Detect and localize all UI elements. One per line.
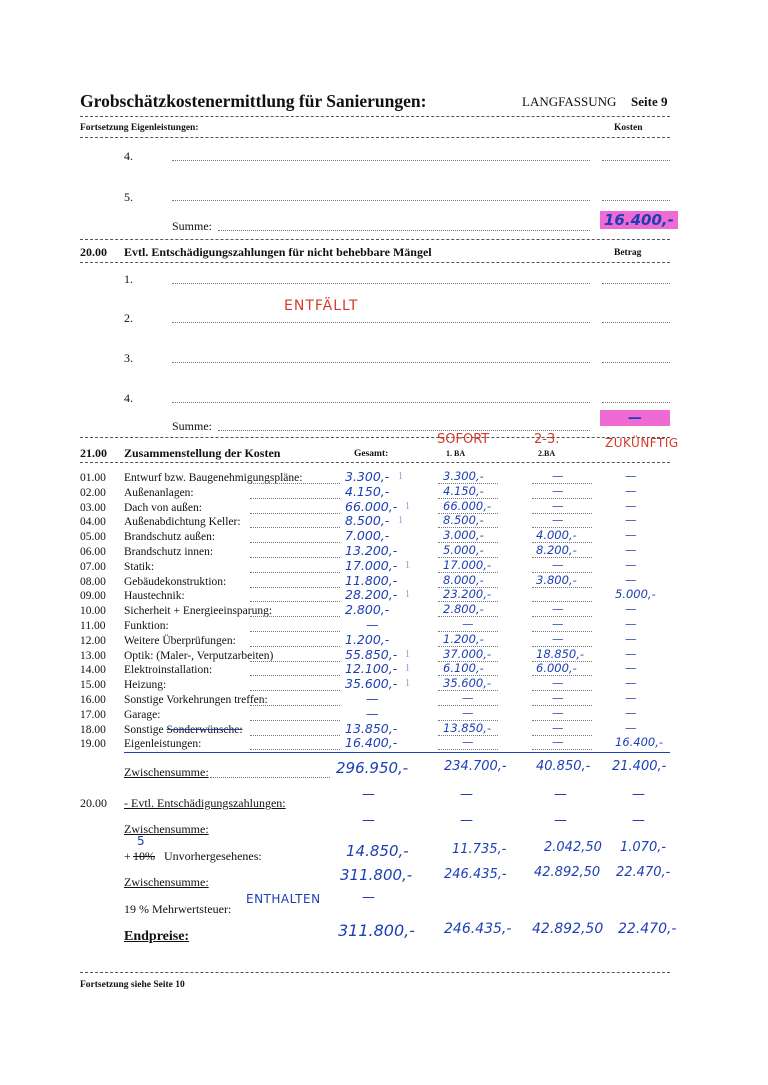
zs1-future: 21.400,- (612, 759, 667, 774)
row-code: 19.00 (80, 738, 106, 750)
rule (80, 262, 670, 263)
row-future: — (625, 484, 637, 498)
row-check: 1 (405, 649, 410, 660)
zs2-future: — (632, 813, 645, 828)
zs2-1ba: — (460, 813, 473, 828)
eigenleistung-underline (124, 752, 670, 753)
row-2ba: — (552, 484, 564, 498)
row-1ba: 66.000,- (443, 499, 492, 513)
hand-2-3: 2-3. (534, 432, 560, 447)
hand-zukuenftig: ZUKÜNFTIG (605, 436, 679, 450)
row-code: 07.00 (80, 561, 106, 573)
row-future: — (625, 617, 637, 631)
zwischensumme-1-label: Zwischensumme: (124, 765, 209, 779)
dotted-line (250, 483, 340, 484)
row-label: Funktion: (124, 620, 169, 632)
endpreise-gesamt: 311.800,- (338, 921, 416, 940)
row-label: Außenabdichtung Keller: (124, 516, 241, 528)
zs3-1ba: 246.435,- (444, 867, 507, 882)
entfaellt-note: ENTFÄLLT (284, 298, 359, 314)
row-code: 13.00 (80, 650, 106, 662)
row-1ba: 3.300,- (443, 469, 484, 483)
s20-item-4: 4. (124, 391, 133, 405)
col-2ba: 2.BA (538, 449, 556, 458)
zs1-1ba: 234.700,- (444, 759, 507, 774)
row-label: Sonstige Vorkehrungen treffen: (124, 694, 268, 706)
unvorher-2ba: 2.042,50 (544, 840, 602, 855)
row-label: Außenanlagen: (124, 487, 194, 499)
footer-rule (80, 972, 670, 973)
col-1ba: 1. BA (446, 449, 466, 458)
s20-item-2: 2. (124, 311, 133, 325)
row-code: 01.00 (80, 472, 106, 484)
dotted-line (172, 402, 590, 403)
row-label: Statik: (124, 561, 155, 573)
row-2ba: 4.000,- (536, 528, 577, 542)
s20-item-3: 3. (124, 351, 133, 365)
row-gesamt: 8.500,- (345, 513, 390, 528)
dotted-line (602, 402, 670, 403)
row-1ba: 17.000,- (443, 558, 492, 572)
dotted-line (250, 720, 340, 721)
row-code: 10.00 (80, 605, 106, 617)
row-future: — (625, 647, 637, 661)
row-check: 1 (405, 589, 410, 600)
row-gesamt: 16.400,- (345, 735, 398, 750)
dotted-line (250, 557, 340, 558)
footer-text: Fortsetzung siehe Seite 10 (80, 980, 185, 990)
endpreise-1ba: 246.435,- (444, 921, 512, 937)
rule (80, 462, 670, 463)
row-future: — (625, 632, 637, 646)
row-label: Eigenleistungen: (124, 738, 202, 750)
row-gesamt: 1.200,- (345, 632, 390, 647)
row-2ba: — (552, 617, 564, 631)
row-2ba: — (552, 632, 564, 646)
dotted-line (250, 690, 340, 691)
row-label: Sonstige Sonderwünsche: (124, 724, 243, 736)
row-1ba: 37.000,- (443, 647, 492, 661)
row-gesamt: — (366, 706, 379, 721)
row-code: 16.00 (80, 694, 106, 706)
row-gesamt: 55.850,- (345, 647, 398, 662)
row-gesamt: 17.000,- (345, 558, 398, 573)
unvorher-1ba: 11.735,- (452, 842, 507, 857)
dotted-line (250, 587, 340, 588)
row-code: 11.00 (80, 620, 106, 632)
mwst-label: 19 % Mehrwertsteuer: (124, 902, 232, 916)
row-1ba: 8.500,- (443, 513, 484, 527)
row-2ba: — (552, 721, 564, 735)
cont-item-4: 4. (124, 149, 133, 163)
dotted-line (602, 200, 670, 201)
zs3-gesamt: 311.800,- (340, 866, 413, 884)
dotted-line (250, 616, 340, 617)
row-future: 16.400,- (615, 735, 664, 749)
row-2ba: — (552, 676, 564, 690)
page-title: Grobschätzkostenermittlung für Sanierungen: (80, 91, 427, 111)
row-2ba: — (552, 499, 564, 513)
s20-item-1: 1. (124, 272, 133, 286)
section20-title: Evtl. Entschädigungszahlungen für nicht behebbare Mängel (124, 245, 432, 259)
row-label: Gebäudekonstruktion: (124, 576, 227, 588)
dotted-line (602, 322, 670, 323)
zs2-gesamt: — (362, 813, 375, 828)
dotted-line (210, 777, 330, 778)
section21-code: 21.00 (80, 446, 107, 460)
row-code: 14.00 (80, 664, 106, 676)
row-gesamt: 11.800,- (345, 573, 398, 588)
s20-sum-label: Summe: (172, 419, 213, 433)
section21-title: Zusammenstellung der Kosten (124, 446, 281, 460)
row-2ba: — (552, 513, 564, 527)
zwischensumme-3-label: Zwischensumme: (124, 875, 209, 889)
dotted-line (172, 362, 590, 363)
row-1ba: 2.800,- (443, 602, 484, 616)
row-gesamt: 13.200,- (345, 543, 398, 558)
entsch-2ba: — (554, 787, 567, 802)
row-1ba: 23.200,- (443, 587, 492, 601)
row-gesamt: — (366, 617, 379, 632)
dotted-line (172, 200, 590, 201)
row-gesamt: 7.000,- (345, 528, 390, 543)
zwischensumme-2-label: Zwischensumme: (124, 822, 209, 836)
row-future: — (625, 706, 637, 720)
dotted-line (602, 362, 670, 363)
row-code: 18.00 (80, 724, 106, 736)
entsch-gesamt: — (362, 787, 375, 802)
unvorher-gesamt: 14.850,- (346, 842, 409, 860)
entsch-future: — (632, 787, 645, 802)
dotted-line (250, 735, 340, 736)
cont-col-kosten: Kosten (614, 123, 643, 133)
section20-col-betrag: Betrag (614, 248, 642, 258)
dotted-line (532, 749, 592, 750)
dotted-line (602, 160, 670, 161)
row-label: Sicherheit + Energieeinsparung: (124, 605, 273, 617)
row-code: 12.00 (80, 635, 106, 647)
unvorher-new-pct: 5 (137, 834, 145, 848)
row-label: Haustechnik: (124, 590, 185, 602)
variant-label: LANGFASSUNG (522, 94, 617, 109)
row-code: 08.00 (80, 576, 106, 588)
cont-sum-label: Summe: (172, 219, 213, 233)
row-2ba: — (552, 735, 564, 749)
row-2ba: 3.800,- (536, 573, 577, 587)
row-code: 15.00 (80, 679, 106, 691)
row-label: Brandschutz außen: (124, 531, 216, 543)
row-gesamt: 12.100,- (345, 661, 398, 676)
row-future: — (625, 602, 637, 616)
endpreise-future: 22.470,- (618, 921, 677, 937)
row-2ba: — (552, 706, 564, 720)
row-2ba: — (552, 558, 564, 572)
row-2ba: — (552, 602, 564, 616)
row-2ba: — (552, 691, 564, 705)
row-future: — (625, 691, 637, 705)
dotted-line (602, 283, 670, 284)
dotted-line (250, 572, 340, 573)
dotted-line (250, 661, 340, 662)
row-future: — (625, 469, 637, 483)
dotted-line (250, 527, 340, 528)
dotted-line (250, 675, 340, 676)
rule (80, 437, 670, 438)
row-2ba: — (552, 469, 564, 483)
row-1ba: 3.000,- (443, 528, 484, 542)
entsch-1ba: — (460, 787, 473, 802)
dotted-line (438, 749, 498, 750)
row-1ba: — (462, 706, 474, 720)
dotted-line (250, 705, 340, 706)
dotted-line (250, 601, 340, 602)
s20-sum-value: — (600, 410, 670, 426)
rule (80, 137, 670, 138)
row-1ba: — (462, 691, 474, 705)
row-future: 5.000,- (615, 587, 656, 601)
row-code: 06.00 (80, 546, 106, 558)
row-future: — (625, 528, 637, 542)
row-1ba: 4.150,- (443, 484, 484, 498)
unvorher-prefix: + (124, 849, 131, 863)
row-1ba: 6.100,- (443, 661, 484, 675)
dotted-line (250, 631, 340, 632)
row-label: Optik: (Maler-, Verputzarbeiten) (124, 650, 274, 662)
row-label: Brandschutz innen: (124, 546, 214, 558)
zs1-2ba: 40.850,- (536, 759, 591, 774)
row-check: 1 (398, 515, 403, 526)
dotted-line (218, 430, 590, 431)
row-1ba: — (462, 735, 474, 749)
cont-section-title: Fortsetzung Eigenleistungen: (80, 123, 199, 133)
row-gesamt: — (366, 691, 379, 706)
row-future: — (625, 558, 637, 572)
entsch-label: - Evtl. Entschädigungszahlungen: (124, 796, 286, 810)
row-1ba: 35.600,- (443, 676, 492, 690)
row-gesamt: 28.200,- (345, 587, 398, 602)
row-future: — (625, 721, 637, 735)
header-rule (80, 116, 670, 117)
row-gesamt: 3.300,- (345, 469, 390, 484)
rule (80, 239, 670, 240)
row-gesamt: 13.850,- (345, 721, 398, 736)
row-1ba: 8.000,- (443, 573, 484, 587)
dotted-line (172, 283, 590, 284)
row-label: Elektroinstallation: (124, 664, 213, 676)
row-check: 1 (405, 560, 410, 571)
row-label: Heizung: (124, 679, 167, 691)
row-label: Weitere Überprüfungen: (124, 635, 236, 647)
cont-item-5: 5. (124, 190, 133, 204)
row-future: — (625, 661, 637, 675)
row-check: 1 (405, 678, 410, 689)
row-label: Dach von außen: (124, 502, 202, 514)
page-number: Seite 9 (631, 94, 668, 109)
dotted-line (172, 322, 590, 323)
dotted-line (250, 498, 340, 499)
unvorher-label: Unvorhergesehenes: (164, 849, 262, 863)
row-code: 05.00 (80, 531, 106, 543)
mwst-gesamt: — (362, 890, 375, 905)
row-future: — (625, 513, 637, 527)
row-2ba: 8.200,- (536, 543, 577, 557)
row-label: Entwurf bzw. Baugenehmigungspläne: (124, 472, 303, 484)
row-future: — (625, 676, 637, 690)
unvorher-future: 1.070,- (620, 840, 667, 855)
row-1ba: — (462, 617, 474, 631)
row-code: 03.00 (80, 502, 106, 514)
row-check: 1 (405, 501, 410, 512)
cont-sum-value: 16.400,- (600, 211, 678, 229)
row-label: Garage: (124, 709, 161, 721)
zs1-gesamt: 296.950,- (336, 759, 409, 777)
row-gesamt: 2.800,- (345, 602, 390, 617)
row-code: 02.00 (80, 487, 106, 499)
entsch-code: 20.00 (80, 796, 107, 810)
row-gesamt: 35.600,- (345, 676, 398, 691)
row-2ba: 6.000,- (536, 661, 577, 675)
endpreise-label: Endpreise: (124, 929, 190, 944)
row-1ba: 1.200,- (443, 632, 484, 646)
row-check: 1 (405, 663, 410, 674)
row-gesamt: 4.150,- (345, 484, 390, 499)
dotted-line (250, 513, 340, 514)
row-1ba: 5.000,- (443, 543, 484, 557)
hand-sofort: SOFORT (437, 432, 490, 447)
row-future: — (625, 543, 637, 557)
row-2ba: 18.850,- (536, 647, 585, 661)
row-code: 17.00 (80, 709, 106, 721)
zs2-2ba: — (554, 813, 567, 828)
dotted-line (218, 230, 590, 231)
col-gesamt: Gesamt: (354, 449, 389, 459)
zs3-2ba: 42.892,50 (534, 865, 601, 880)
row-1ba: 13.850,- (443, 721, 492, 735)
section20-code: 20.00 (80, 245, 107, 259)
row-future: — (625, 573, 637, 587)
endpreise-2ba: 42.892,50 (532, 921, 604, 937)
dotted-line (250, 542, 340, 543)
dotted-line (172, 160, 590, 161)
zs3-future: 22.470,- (616, 865, 671, 880)
dotted-line (532, 587, 592, 588)
dotted-line (250, 749, 340, 750)
dotted-line (250, 646, 340, 647)
row-gesamt: 66.000,- (345, 499, 398, 514)
mwst-enthalten: ENTHALTEN (246, 892, 321, 906)
row-code: 04.00 (80, 516, 106, 528)
unvorher-old-pct: 10% (133, 849, 155, 863)
row-code: 09.00 (80, 590, 106, 602)
row-check: 1 (398, 471, 403, 482)
row-future: — (625, 499, 637, 513)
